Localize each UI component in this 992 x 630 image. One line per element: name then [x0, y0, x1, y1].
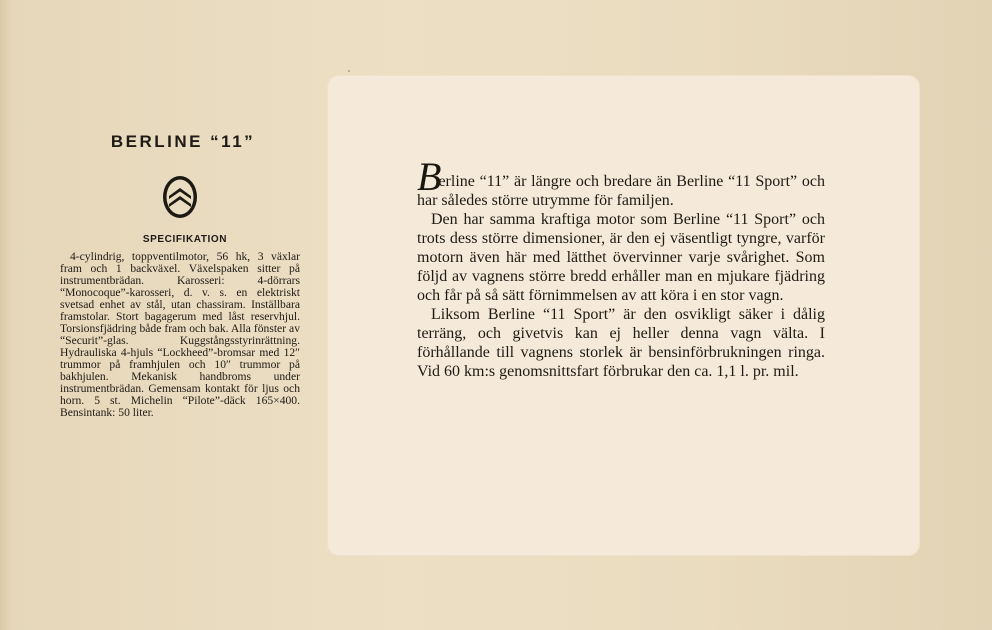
- dropcap: B: [417, 154, 439, 199]
- spec-text: [60, 251, 300, 419]
- paragraph-1: [417, 154, 825, 210]
- model-title: BERLINE “11”: [110, 132, 256, 151]
- paragraph-1-text: erline “11” är längre och bredare än Berline “11 Sport” och har således större utrymme för familjen.: [417, 173, 825, 209]
- paragraph-2: Den har samma kraftiga motor som Berline “11 Sport” och trots dess större dimensioner, är den ej väsentligt tyngre, varför motorn även här med lätthet övervinner varje svårighet. Som följd av vagnens större bredd erhåller man en mjukare fjädring och får på så sätt förnimmelsen av att köra i en stor vagn.: [417, 211, 825, 304]
- page-fold-shadow: [0, 0, 12, 630]
- paragraph-3: Liksom Berline “11 Sport” är den osvikligt säker i dålig terräng, och givetvis kan ej heller denna vagn välta. I förhållande till vagnens storlek är bensinförbrukningen ringa. Vid 60 km:s genomsnittsfart förbrukar den ca. 1,1 l. pr. mil.: [417, 306, 825, 380]
- description-panel: [327, 75, 920, 556]
- spec-heading: SPECIFIKATION: [142, 234, 228, 245]
- citroen-emblem-icon: [161, 174, 199, 220]
- paper-speck: [348, 70, 350, 72]
- description-text: [417, 154, 825, 381]
- specification-column: [60, 132, 300, 419]
- spec-text-content: 4-cylindrig, toppventilmotor, 56 hk, 3 växlar fram och 1 backväxel. Växelspaken sitter på instrumentbrädan. Karosseri: 4-dörrars “Monocoque”-karosseri, d. v. s. en elektriskt svetsad enhet av stål, utan chassiram. Inställbara framstolar. Stort bagagerum med låst reservhjul. Torsionsfjädring både fram och bak. Alla fönster av “Securit”-glas. Kuggstångsstyrinrättning. Hydrauliska 4-hjuls “Lockheed”-bromsar med 12″ trummor på framhjulen och 10″ trummor på bakhjulen. Mekanisk handbroms under instrumentbrädan. Gemensam kontakt för ljus och horn. 5 st. Michelin “Pilote”-däck 165×400. Bensintank: 50 liter.: [60, 250, 300, 419]
